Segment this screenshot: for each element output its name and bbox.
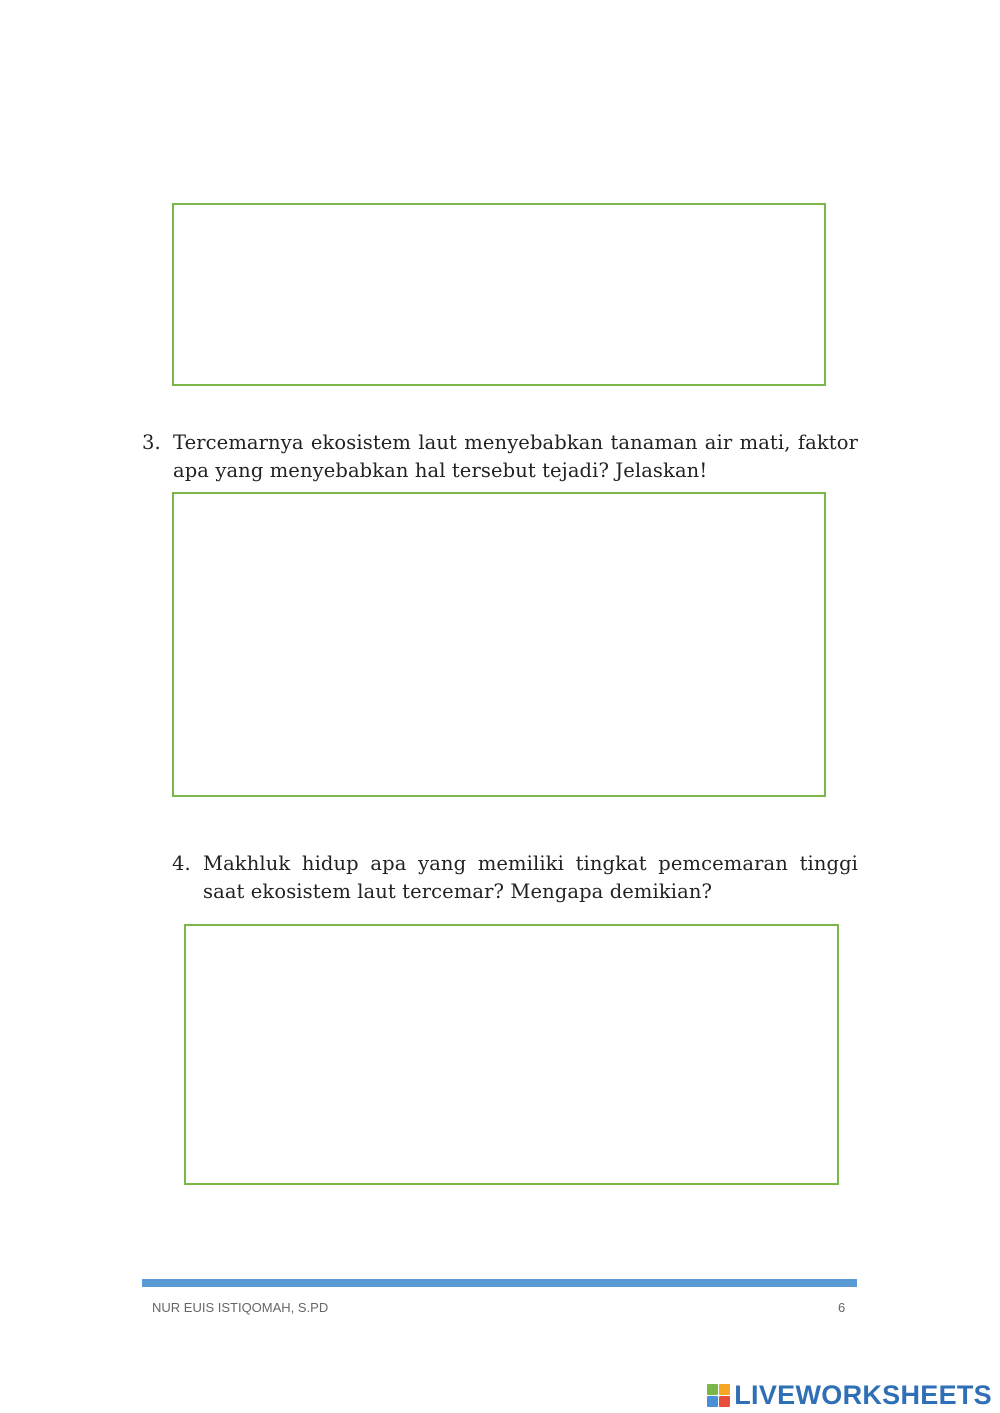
logo-square-blue [707,1396,718,1407]
question-4-number: 4. [172,852,191,875]
page-number: 6 [838,1300,846,1315]
liveworksheets-logo [707,1380,992,1411]
question-3-number: 3. [142,431,161,454]
question-3 [142,429,858,485]
question-4 [172,850,858,906]
logo-text: LIVEWORKSHEETS [734,1380,992,1410]
logo-square-green [707,1384,718,1395]
answer-box-2[interactable] [172,203,826,386]
answer-box-3[interactable] [172,492,826,797]
question-3-text: Tercemarnya ekosistem laut menyebabkan tanaman air mati, faktor apa yang menyebabkan hal tersebut tejadi? Jelaskan! [173,431,858,482]
footer-author: NUR EUIS ISTIQOMAH, S.PD [152,1300,329,1315]
footer-divider [142,1279,857,1287]
logo-square-red [719,1396,730,1407]
answer-box-4[interactable] [184,924,839,1185]
logo-square-orange [719,1384,730,1395]
question-4-text: Makhluk hidup apa yang memiliki tingkat pemcemaran tinggi saat ekosistem laut tercemar? Mengapa demikian? [203,852,858,903]
liveworksheets-logo-icon [707,1384,730,1407]
